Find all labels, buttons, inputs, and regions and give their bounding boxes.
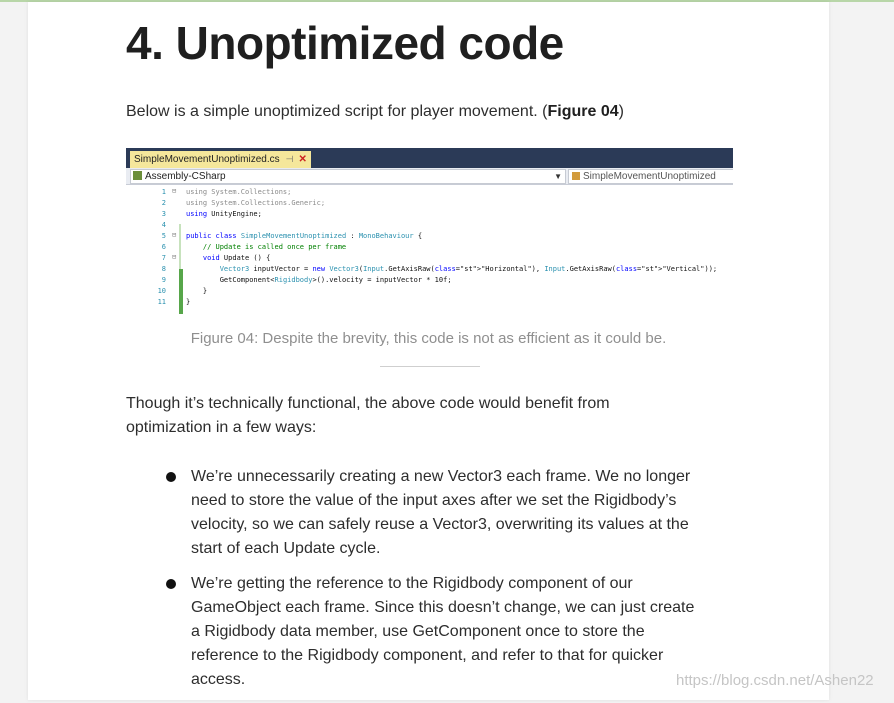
divider [380,366,480,367]
section-heading: 4. Unoptimized code [126,17,564,69]
list-item-text: We’re unnecessarily creating a new Vector3 each frame. We no longer need to store the value of the input axes after we set the Rigidbody’s velocity, so we can safely reuse a Vector3, overwriting its values at the start of each Update cycle. [191,468,691,557]
line-number: 9 [161,276,166,284]
project-icon [133,171,142,180]
project-label: Assembly-CSharp [145,171,226,182]
figure-caption: Figure 04: Despite the brevity, this code is not as efficient as it could be. [190,330,667,347]
pin-icon[interactable]: ⊣ [285,154,294,164]
editor-tab-bar [126,148,733,168]
code-line: public class SimpleMovementUnoptimized : MonoBehaviour { [186,232,423,240]
line-number: 1 [161,188,166,196]
line-number: 3 [161,210,166,218]
code-line: Vector3 inputVector = new Vector3(Input.GetAxisRaw(class="st">"Horizontal"), Input.GetAxisRaw(class="st">"Vertical")); [219,265,718,273]
class-label: SimpleMovementUnoptimized [583,171,716,182]
fold-icon[interactable]: ⊟ [172,253,177,261]
chevron-down-icon: ▼ [554,172,562,181]
change-marker [179,269,183,314]
code-line: } [186,287,208,295]
code-line: } [186,298,191,306]
line-number: 10 [157,287,166,295]
code-line: void Update () { [202,254,271,262]
line-number-gutter [126,187,168,308]
list-item [126,572,706,692]
code-line: GetComponent<Rigidbody>().velocity = inputVector * 10f; [186,276,452,284]
code-line: // Update is called once per frame [186,243,347,251]
change-marker [179,224,181,270]
code-screenshot [126,148,733,314]
close-icon[interactable]: ✕ [298,154,307,165]
line-number: 4 [161,221,166,229]
navigation-bar [126,168,733,185]
editor-tab-label: SimpleMovementUnoptimized.cs [134,154,280,165]
list-item-text: We’re getting the reference to the Rigidbody component of our GameObject each frame. Since this doesn’t change, we can just create a Rigidbody data member, use GetComponent once to store the reference to the Rigidbody component, and refer to that for quicker access. [191,575,695,688]
code-line [186,220,717,231]
bullet-list [126,465,706,703]
line-number: 2 [161,199,166,207]
editor-tab[interactable] [130,151,311,168]
article-page [28,2,829,700]
fold-icon[interactable]: ⊟ [172,231,177,239]
project-dropdown[interactable] [130,169,566,184]
code-lines [186,187,717,308]
code-line: using System.Collections; [186,188,292,196]
bullet-icon [166,472,176,482]
watermark: https://blog.csdn.net/Ashen22 [676,672,874,689]
figure-reference: Figure 04 [547,103,619,120]
line-number: 8 [161,265,166,273]
body-paragraph: Though it’s technically functional, the above code would benefit from optimization in a few ways: [126,395,610,436]
line-number: 11 [157,298,166,306]
code-line: using System.Collections.Generic; [186,199,326,207]
intro-paragraph [126,103,624,121]
fold-icon[interactable]: ⊟ [172,187,177,195]
line-number: 6 [161,243,166,251]
code-area [126,185,733,314]
class-icon [572,172,580,180]
class-dropdown[interactable] [568,169,733,184]
line-number: 5 [161,232,166,240]
code-line: using UnityEngine; [186,210,262,218]
intro-close: ) [618,103,624,120]
line-number: 7 [161,254,166,262]
bullet-icon [166,579,176,589]
list-item [126,465,706,561]
intro-text: Below is a simple unoptimized script for player movement. ( [126,103,548,120]
